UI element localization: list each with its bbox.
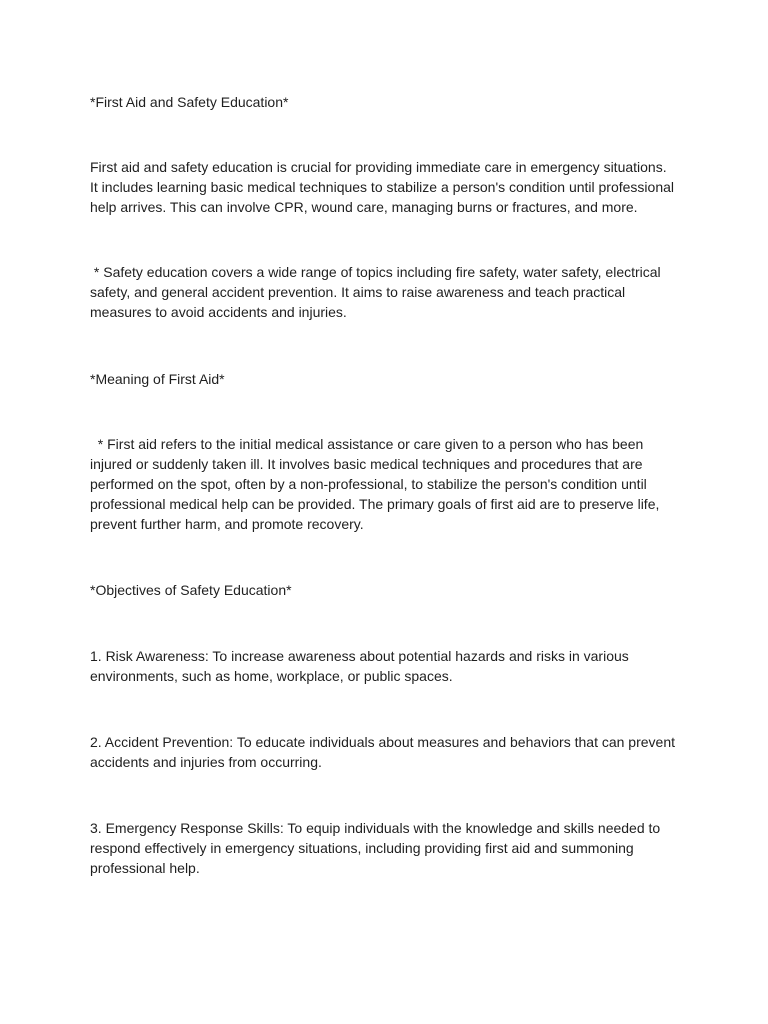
objective-item: 2. Accident Prevention: To educate individuals about measures and behaviors that can prevent accidents and injuries from occurring. — [90, 734, 679, 770]
meaning-bullet: * First aid refers to the initial medical assistance or care given to a person who has been injured or suddenly taken ill. It involves basic medical techniques and procedures that are performed on the spot, often by a non-professional, to stabilize the person's condition until professional medical help can be provided. The primary goals of first aid are to preserve life, prevent further harm, and promote recovery. — [90, 436, 664, 532]
objectives-heading: *Objectives of Safety Education* — [90, 582, 292, 598]
meaning-heading: *Meaning of First Aid* — [90, 371, 225, 387]
objective-item: 1. Risk Awareness: To increase awareness about potential hazards and risks in various environments, such as home, workplace, or public spaces. — [90, 648, 633, 684]
document-title: *First Aid and Safety Education* — [90, 94, 289, 110]
objective-item: 3. Emergency Response Skills: To equip individuals with the knowledge and skills needed to respond effectively in emergency situations, including providing first aid and summoning professional help. — [90, 820, 665, 876]
intro-paragraph: First aid and safety education is crucial for providing immediate care in emergency situations. It includes learning basic medical techniques to stabilize a person's condition until professional help arrives. This can involve CPR, wound care, managing burns or fractures, and more. — [90, 159, 678, 215]
safety-education-bullet: * Safety education covers a wide range of topics including fire safety, water safety, electrical safety, and general accident prevention. It aims to raise awareness and teach practical measures to avoid accidents and injuries. — [90, 264, 665, 320]
